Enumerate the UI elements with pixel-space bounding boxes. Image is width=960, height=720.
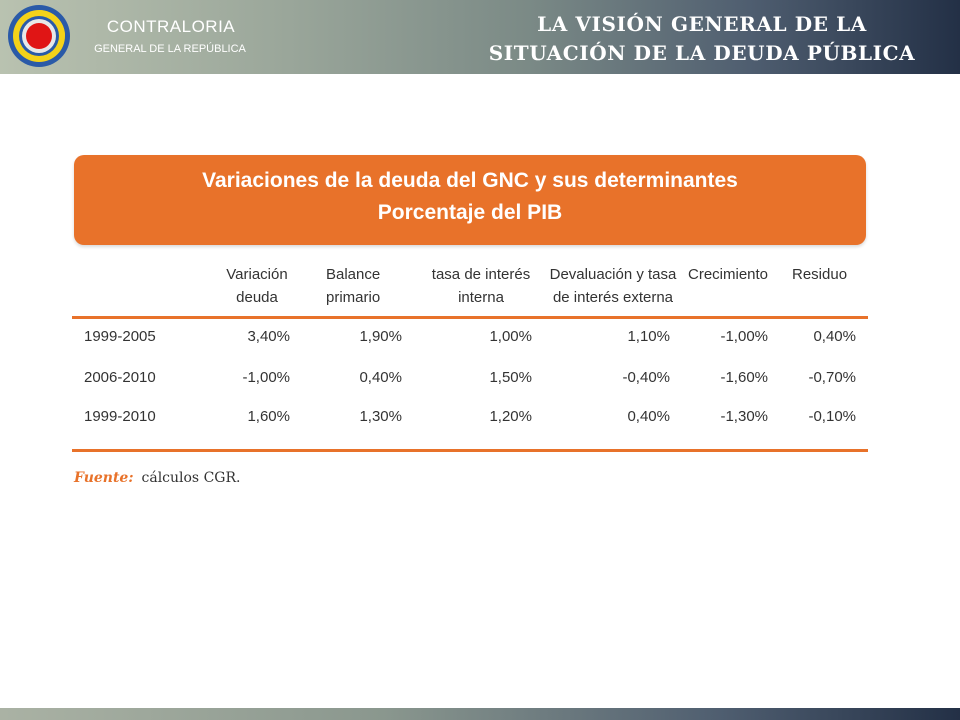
slide-title-line-2: SITUACIÓN DE LA DEUDA PÚBLICA — [488, 41, 916, 65]
cell-crecimiento: -1,30% — [720, 408, 768, 425]
table-subtitle: Porcentaje del PIB — [377, 201, 563, 224]
slide-header — [0, 0, 960, 74]
cell-residuo: -0,70% — [808, 369, 856, 386]
cell-crecimiento: -1,60% — [720, 369, 768, 386]
cell-balance: 0,40% — [359, 369, 402, 386]
cell-tasa-interna: 1,00% — [489, 328, 532, 345]
header-rule — [72, 316, 868, 319]
slide-title-line-1: LA VISIÓN GENERAL DE LA — [537, 12, 867, 36]
org-subtitle: GENERAL DE LA REPÚBLICA — [94, 43, 246, 55]
cell-variacion: 1,60% — [247, 408, 290, 425]
source-label: Fuente: — [74, 470, 134, 486]
cell-residuo: 0,40% — [813, 328, 856, 345]
row-period: 1999-2010 — [84, 408, 156, 425]
cell-tasa-interna: 1,20% — [489, 408, 532, 425]
source-note — [74, 470, 240, 486]
column-header-crecimiento: Crecimiento — [688, 266, 769, 283]
org-name: CONTRALORIA — [106, 17, 236, 36]
cell-balance: 1,30% — [359, 408, 402, 425]
column-header-tasa-interna: tasa de interés interna — [431, 266, 531, 306]
slide-title — [462, 10, 942, 68]
cell-devaluacion: -0,40% — [622, 369, 670, 386]
debt-variation-table — [72, 155, 872, 495]
column-header-variacion: Variación deuda — [226, 266, 288, 306]
cell-variacion: -1,00% — [242, 369, 290, 386]
cell-variacion: 3,40% — [247, 328, 290, 345]
table-title: Variaciones de la deuda del GNC y sus determinantes — [202, 169, 738, 192]
row-period: 1999-2005 — [84, 328, 156, 345]
cell-tasa-interna: 1,50% — [489, 369, 532, 386]
column-header-balance: Balance primario — [326, 266, 381, 306]
column-header-residuo: Residuo — [792, 266, 848, 283]
cell-balance: 1,90% — [359, 328, 402, 345]
row-period: 2006-2010 — [84, 369, 156, 386]
cell-devaluacion: 1,10% — [627, 328, 670, 345]
column-header-devaluacion: Devaluación y tasa de interés externa — [549, 266, 677, 306]
contraloria-logo-icon — [6, 3, 72, 69]
cell-crecimiento: -1,00% — [720, 328, 768, 345]
source-text: cálculos CGR. — [141, 470, 241, 486]
cell-devaluacion: 0,40% — [627, 408, 670, 425]
slide-footer-bar — [0, 708, 960, 720]
cell-residuo: -0,10% — [808, 408, 856, 425]
table-title-banner — [74, 155, 866, 245]
footer-rule — [72, 449, 868, 452]
